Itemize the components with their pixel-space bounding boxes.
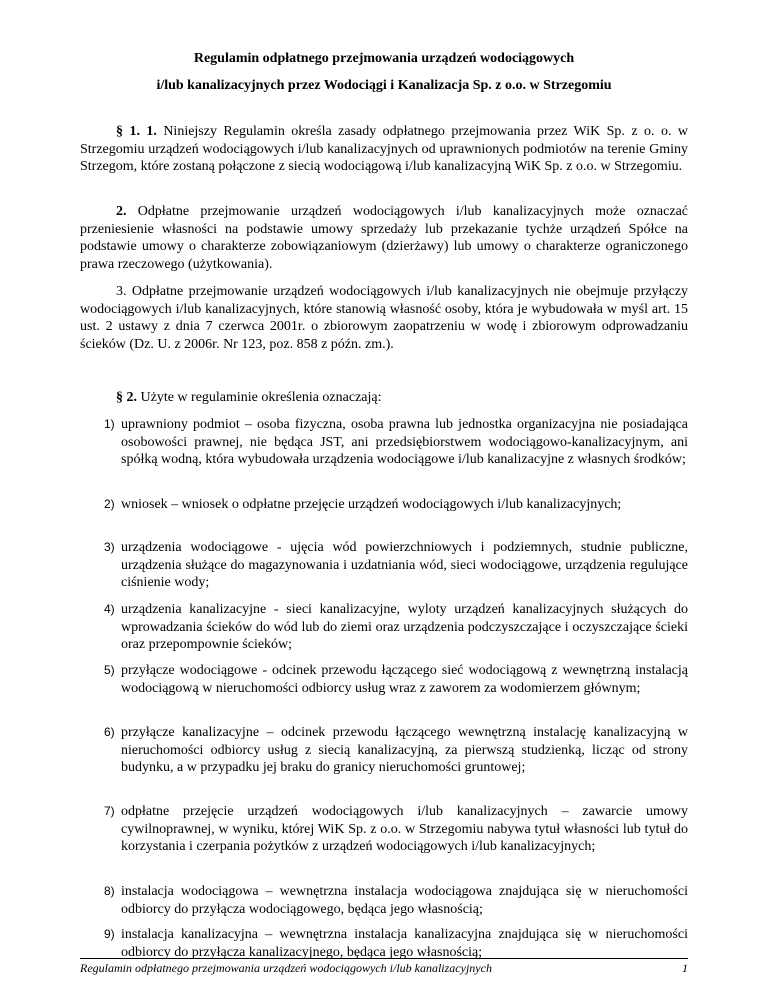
definition-item bbox=[80, 416, 688, 469]
definition-number: 1) bbox=[104, 417, 115, 431]
definition-text: urządzenia wodociągowe - ujęcia wód powierzchniowych i podziemnych, studnie publiczne, urządzenia służące do magazynowania i uzdatniania wód, sieci wodociągowe, urządzenia regulujące ciśnienie wody; bbox=[121, 540, 688, 590]
definition-number: 3) bbox=[104, 540, 115, 554]
definition-item bbox=[80, 496, 688, 514]
section-1-paragraph-2-label: 2. bbox=[116, 204, 127, 219]
definition-text: przyłącze kanalizacyjne – odcinek przewodu łączącego wewnętrzną instalację kanalizacyjną w nieruchomości odbiorcy usług z siecią kanalizacyjną, za pierwszą studzienką, licząc od strony budynku, a w przypadku jej braku do granicy nieruchomości gruntowej; bbox=[121, 725, 688, 775]
definition-text: urządzenia kanalizacyjne - sieci kanalizacyjne, wyloty urządzeń kanalizacyjnych służących do wprowadzania ścieków do wód lub do ziemi oraz urządzenia podczyszczające i oczyszczające ścieki oraz przepompownie ścieków; bbox=[121, 602, 688, 652]
definition-item bbox=[80, 803, 688, 856]
definition-number: 8) bbox=[104, 884, 115, 898]
definition-text: instalacja wodociągowa – wewnętrzna instalacja wodociągowa znajdująca się w nieruchomości odbiorcy do przyłącza wodociągowego, będąca jego własnością; bbox=[121, 884, 688, 917]
section-1-paragraph-2 bbox=[80, 203, 688, 273]
section-1-paragraph-1-text: Niniejszy Regulamin określa zasady odpłatnego przejmowania przez WiK Sp. z o. o. w Strzegomiu urządzeń wodociągowych i/lub kanalizacyjnych od uprawnionych podmiotów na terenie Gminy Strzegom, które zostaną połączone z siecią wodociągową i/lub kanalizacyjną WiK Sp. z o.o. w Strzegomiu. bbox=[80, 124, 688, 174]
footer-text: Regulamin odpłatnego przejmowania urządzeń wodociągowych i/lub kanalizacyjnych bbox=[80, 961, 492, 975]
definition-text: przyłącze wodociągowe - odcinek przewodu łączącego sieć wodociągową z wewnętrzną instalacją wodociągową w nieruchomości odbiorcy usług wraz z zaworem za wodomierzem głównym; bbox=[121, 663, 688, 696]
definition-number: 2) bbox=[104, 497, 115, 511]
page-footer bbox=[80, 961, 688, 976]
section-1-paragraph-3: 3. Odpłatne przejmowanie urządzeń wodociągowych i/lub kanalizacyjnych nie obejmuje przyłączy wodociągowych i/lub kanalizacyjnych, które stanowią własność osoby, która je wybudowała w myśl art. 15 ust. 2 ustawy z dnia 7 czerwca 2001r. o zbiorowym zaopatrzeniu w wodę i zbiorowym odprowadzaniu ścieków (Dz. U. z 2006r. Nr 123, poz. 858 z późn. zm.). bbox=[80, 284, 688, 352]
section-1-paragraph-2-text: Odpłatne przejmowanie urządzeń wodociągowych i/lub kanalizacyjnych może oznaczać przeniesienie własności na podstawie umowy sprzedaży lub przekazanie tychże urządzeń Spółce na podstawie umowy o charakterze zobowiązaniowym (dzierżawy) lub umowy o charakterze ograniczonego prawa rzeczowego (użytkowania). bbox=[80, 204, 688, 272]
definition-item bbox=[80, 883, 688, 918]
section-1-paragraph-1 bbox=[80, 123, 688, 176]
definition-number: 6) bbox=[104, 725, 115, 739]
definition-item bbox=[80, 539, 688, 592]
definition-text: instalacja kanalizacyjna – wewnętrzna instalacja kanalizacyjna znajdująca się w nieruchomości odbiorcy do przyłącza kanalizacyjnego, będąca jego własnością; bbox=[121, 927, 688, 960]
section-2-label: § 2. bbox=[116, 390, 137, 405]
definition-item bbox=[80, 926, 688, 961]
footer-divider bbox=[80, 958, 688, 959]
definition-text: wniosek – wniosek o odpłatne przejęcie urządzeń wodociągowych i/lub kanalizacyjnych; bbox=[121, 497, 622, 512]
definition-text: odpłatne przejęcie urządzeń wodociągowych i/lub kanalizacyjnych – zawarcie umowy cywilnoprawnej, w wyniku, której WiK Sp. z o.o. w Strzegomiu nabywa tytuł własności lub tytuł do korzystania i czerpania pożytków z urządzeń wodociągowych i/lub kanalizacyjnych; bbox=[121, 804, 688, 854]
section-1-label: § 1. 1. bbox=[116, 124, 157, 139]
document-title-line-2: i/lub kanalizacyjnych przez Wodociągi i Kanalizacja Sp. z o.o. w Strzegomiu bbox=[156, 78, 612, 93]
page-number: 1 bbox=[682, 961, 688, 975]
definition-number: 9) bbox=[104, 927, 115, 941]
definition-item bbox=[80, 724, 688, 777]
definition-item bbox=[80, 601, 688, 654]
definition-text: uprawniony podmiot – osoba fizyczna, osoba prawna lub jednostka organizacyjna nie posiadająca osobowości prawnej, nie będąca JST, ani przedsiębiorstwem wodociągowo-kanalizacyjnym, ani spółką wodną, która wybudowała urządzenia wodociągowe i/lub kanalizacyjne z własnych środków; bbox=[121, 417, 688, 467]
section-2-intro: Użyte w regulaminie określenia oznaczają: bbox=[137, 390, 382, 405]
definition-number: 5) bbox=[104, 663, 115, 677]
definition-number: 7) bbox=[104, 804, 115, 818]
section-2-heading bbox=[116, 389, 382, 407]
document-title-line-1: Regulamin odpłatnego przejmowania urządzeń wodociągowych bbox=[193, 51, 575, 66]
definition-item bbox=[80, 662, 688, 697]
definition-number: 4) bbox=[104, 602, 115, 616]
